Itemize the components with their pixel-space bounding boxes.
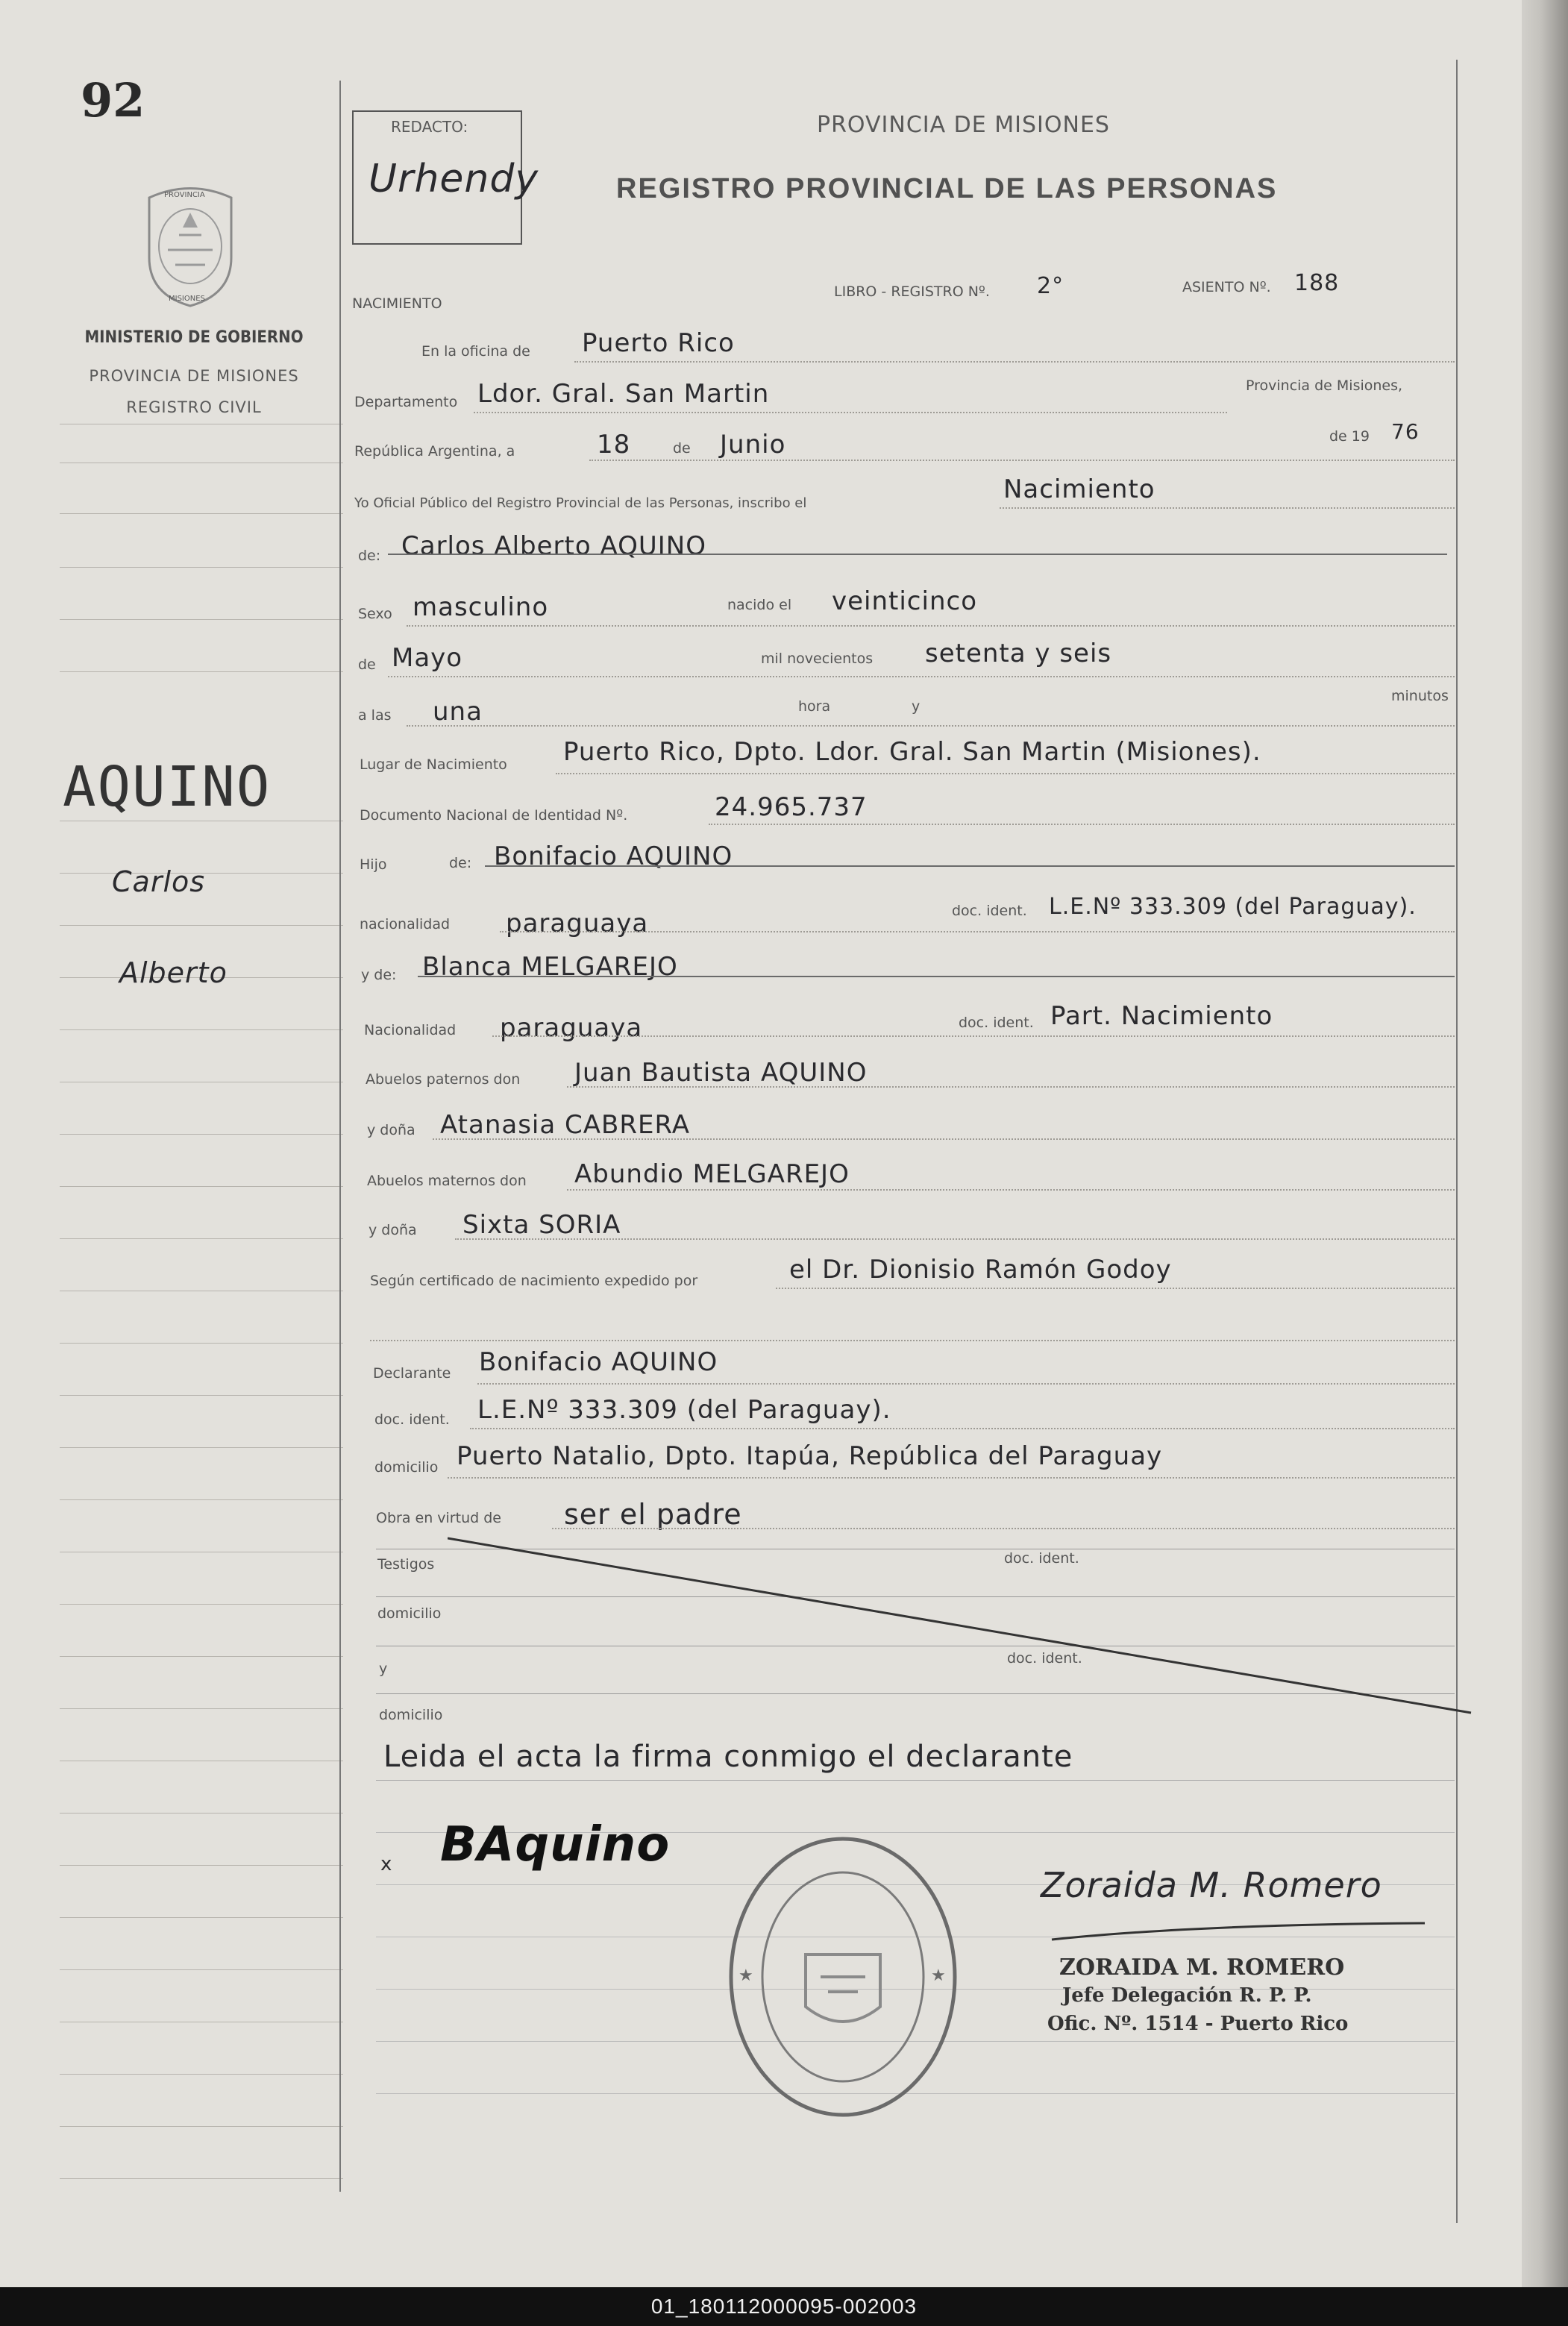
left-ruled-line	[60, 1029, 343, 1030]
signature-cross-mark: x	[380, 1853, 393, 1875]
nac-mes-value: Mayo	[392, 643, 463, 673]
seal-top-text: PROVINCIA	[164, 191, 205, 199]
oficial-text: Yo Oficial Público del Registro Provincial de las Personas, inscribo el	[354, 495, 807, 511]
declarante-doc-label: doc. ident.	[374, 1411, 450, 1428]
inscribo-value: Nacimiento	[1003, 474, 1155, 504]
ministry-name: MINISTERIO DE GOBIERNO	[84, 328, 304, 347]
testigos-strike-line	[448, 1537, 1477, 1716]
testigo2-doc-label: doc. ident.	[1007, 1650, 1082, 1667]
madre-y-de-label: y de:	[361, 967, 397, 983]
madre-doc-label: doc. ident.	[959, 1015, 1034, 1031]
abuelos-maternos-label: Abuelos maternos don	[367, 1173, 527, 1189]
declarante-domicilio-value: Puerto Natalio, Dpto. Itapúa, República del Paraguay	[457, 1441, 1163, 1471]
abuela-materna-value: Sixta SORIA	[462, 1210, 621, 1240]
dni-value: 24.965.737	[715, 792, 868, 822]
dotted-line	[388, 676, 1455, 677]
dotted-line	[567, 1189, 1455, 1191]
hijo-label: Hijo	[360, 856, 387, 873]
left-ruled-line	[60, 1134, 343, 1135]
left-registry: REGISTRO CIVIL	[126, 398, 262, 416]
separator-line	[376, 1780, 1455, 1781]
declarante-domicilio-label: domicilio	[374, 1459, 439, 1476]
dotted-line	[370, 1340, 1455, 1341]
left-province: PROVINCIA DE MISIONES	[89, 367, 299, 385]
page-title: REGISTRO PROVINCIAL DE LAS PERSONAS	[616, 173, 1278, 204]
stamp-office: Ofic. Nº. 1514 - Puerto Rico	[1047, 2013, 1349, 2035]
left-ruled-line	[60, 1969, 343, 1970]
dotted-line	[589, 460, 1455, 461]
de-label: de	[673, 440, 691, 457]
dotted-line	[574, 361, 1455, 363]
left-ruled-line	[60, 925, 343, 926]
a-las-label: a las	[358, 707, 392, 724]
testigos-label: Testigos	[377, 1556, 435, 1573]
oficina-label: En la oficina de	[421, 343, 530, 360]
testigo1-doc-label: doc. ident.	[1004, 1550, 1079, 1567]
abuelo-paterno-value: Juan Bautista AQUINO	[574, 1058, 868, 1088]
nacido-value: veinticinco	[832, 586, 977, 616]
margin-second-name: Alberto	[119, 956, 228, 989]
declarante-label: Declarante	[373, 1365, 451, 1382]
left-ruled-line	[60, 1186, 343, 1187]
margin-first-name: Carlos	[112, 865, 206, 898]
hora-value: una	[433, 697, 483, 727]
declarante-doc-value: L.E.Nº 333.309 (del Paraguay).	[477, 1395, 891, 1425]
dotted-line	[776, 1288, 1455, 1289]
asiento-value: 188	[1294, 270, 1340, 296]
obra-value: ser el padre	[564, 1498, 742, 1531]
left-ruled-line	[60, 1865, 343, 1866]
stamp-name: ZORAIDA M. ROMERO	[1059, 1954, 1345, 1981]
year-value: 76	[1391, 419, 1420, 444]
left-ruled-line	[60, 2126, 343, 2127]
oficial-signature: Zoraida M. Romero	[1041, 1865, 1382, 1905]
provincia-suffix: Provincia de Misiones,	[1246, 377, 1403, 394]
leida-text: Leida el acta la firma conmigo el declarante	[383, 1740, 1073, 1774]
right-margin-rule	[1456, 60, 1458, 2223]
coat-of-arms-icon	[134, 183, 246, 310]
left-ruled-line	[60, 1604, 343, 1605]
separator-line	[485, 865, 1455, 867]
left-ruled-line	[60, 671, 343, 672]
dotted-line	[474, 412, 1227, 413]
abuelo-materno-value: Abundio MELGAREJO	[574, 1159, 850, 1189]
left-ruled-line	[60, 1499, 343, 1500]
padre-doc-value: L.E.Nº 333.309 (del Paraguay).	[1049, 894, 1417, 920]
testigo1-domicilio-label: domicilio	[377, 1605, 442, 1622]
certificado-label: Según certificado de nacimiento expedido por	[370, 1273, 698, 1289]
dotted-line	[567, 1086, 1455, 1088]
svg-text:★: ★	[931, 1966, 946, 1985]
abuela-paterna-label: y doña	[367, 1122, 415, 1138]
dotted-line	[552, 1528, 1455, 1529]
oficina-value: Puerto Rico	[582, 328, 735, 358]
sexo-value: masculino	[413, 592, 549, 622]
dotted-line	[470, 1428, 1455, 1429]
dotted-line	[477, 1383, 1455, 1385]
padre-nacionalidad-value: paraguaya	[506, 909, 649, 938]
madre-nacionalidad-label: Nacionalidad	[364, 1022, 457, 1038]
left-ruled-line	[60, 1917, 343, 1918]
dni-label: Documento Nacional de Identidad Nº.	[360, 807, 628, 824]
testigo2-y-label: y	[379, 1661, 388, 1677]
redacto-label: REDACTO:	[391, 118, 468, 136]
dotted-line	[556, 773, 1455, 774]
nombre-de-label: de:	[358, 548, 381, 564]
abuelos-paternos-label: Abuelos paternos don	[366, 1071, 521, 1088]
dotted-line	[500, 931, 1455, 932]
svg-text:★: ★	[738, 1966, 753, 1985]
lugar-value: Puerto Rico, Dpto. Ldor. Gral. San Martin (Misiones).	[563, 737, 1261, 767]
madre-nacionalidad-value: paraguaya	[500, 1013, 643, 1043]
left-ruled-line	[60, 1343, 343, 1344]
madre-doc-value: Part. Nacimiento	[1050, 1001, 1273, 1031]
departamento-value: Ldor. Gral. San Martin	[477, 379, 770, 409]
header-province: PROVINCIA DE MISIONES	[817, 112, 1110, 138]
libro-label: LIBRO - REGISTRO Nº.	[834, 283, 990, 300]
padre-value: Bonifacio AQUINO	[494, 841, 733, 871]
nac-year-value: setenta y seis	[925, 639, 1112, 668]
record-type-label: NACIMIENTO	[352, 295, 442, 312]
testigo2-domicilio-label: domicilio	[379, 1707, 443, 1723]
sexo-label: Sexo	[358, 606, 392, 622]
separator-line	[418, 976, 1455, 977]
book-binding-edge	[1522, 0, 1568, 2287]
left-ruled-line	[60, 1395, 343, 1396]
left-ruled-line	[60, 1813, 343, 1814]
hijo-de-label: de:	[449, 855, 472, 871]
dotted-line	[455, 1238, 1455, 1240]
padre-doc-label: doc. ident.	[952, 903, 1027, 919]
left-ruled-line	[60, 1708, 343, 1709]
left-ruled-line	[60, 1656, 343, 1657]
declarante-signature: BAquino	[440, 1817, 671, 1872]
minutos-label: minutos	[1391, 688, 1449, 704]
left-ruled-line	[60, 567, 343, 568]
left-ruled-line	[60, 1447, 343, 1448]
dotted-line	[1000, 507, 1455, 509]
certificado-value: el Dr. Dionisio Ramón Godoy	[789, 1255, 1172, 1285]
nacido-label: nacido el	[727, 597, 792, 613]
round-seal-icon	[724, 1828, 962, 2126]
abuela-paterna-value: Atanasia CABRERA	[440, 1110, 690, 1140]
left-ruled-line	[60, 619, 343, 620]
declarante-value: Bonifacio AQUINO	[479, 1347, 718, 1377]
mil-novecientos-label: mil novecientos	[761, 651, 874, 667]
dotted-line	[433, 1138, 1455, 1140]
libro-value: 2°	[1037, 273, 1064, 299]
y-minutos-label: y	[912, 698, 921, 715]
image-code: 01_180112000095-002003	[650, 2295, 918, 2318]
left-ruled-line	[60, 2178, 343, 2179]
left-ruled-line	[60, 2074, 343, 2075]
republica-label: República Argentina, a	[354, 443, 515, 460]
hora-label: hora	[798, 698, 831, 715]
lugar-label: Lugar de Nacimiento	[360, 756, 507, 773]
left-margin-rule	[339, 81, 341, 2192]
dotted-line	[407, 725, 1455, 727]
dotted-line	[448, 1477, 1455, 1479]
redacto-signature: Urhendy	[369, 157, 539, 201]
nombre-value: Carlos Alberto AQUINO	[401, 531, 706, 561]
dia-value: 18	[597, 430, 631, 460]
stamp-role: Jefe Delegación R. P. P.	[1062, 1984, 1312, 2007]
asiento-label: ASIENTO Nº.	[1182, 279, 1271, 295]
left-ruled-line	[60, 1238, 343, 1239]
abuela-materna-label: y doña	[369, 1222, 417, 1238]
margin-surname: AQUINO	[63, 755, 272, 819]
de-year-label: de 19	[1329, 428, 1370, 445]
signature-underline	[1044, 1917, 1432, 1947]
obra-label: Obra en virtud de	[376, 1510, 501, 1526]
dotted-line	[407, 625, 1455, 627]
redacto-box	[352, 110, 539, 245]
separator-line	[388, 554, 1447, 555]
padre-nacionalidad-label: nacionalidad	[360, 916, 451, 932]
dotted-line	[492, 1035, 1455, 1037]
page-number: 92	[81, 73, 145, 128]
nac-mes-de-label: de	[358, 656, 376, 673]
madre-value: Blanca MELGAREJO	[422, 952, 678, 982]
departamento-label: Departamento	[354, 394, 458, 410]
dotted-line	[709, 824, 1455, 825]
seal-bottom-text: MISIONES	[169, 295, 205, 303]
left-ruled-line	[60, 513, 343, 514]
mes-value: Junio	[720, 430, 786, 460]
